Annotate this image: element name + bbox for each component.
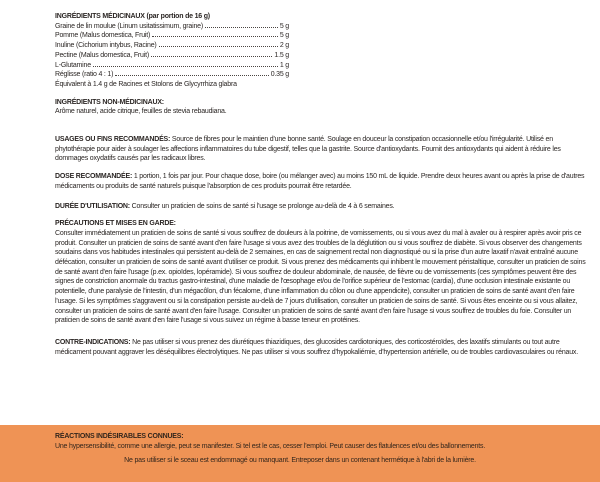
non-medicinal-section <box>55 98 592 117</box>
duration-heading: DURÉE D'UTILISATION: <box>55 202 130 210</box>
adverse-reactions-section <box>0 425 600 451</box>
dot-leader <box>205 27 278 28</box>
medicinal-footnote: Équivalent à 1.4 g de Racines et Stolons de Glycyrrhiza glabra <box>55 80 237 88</box>
adverse-reactions-band <box>0 425 600 482</box>
storage-instructions: Ne pas utiliser si le sceau est endommagé ou manquant. Entreposer dans un contenant hermétique à l'abri de la lumière. <box>124 457 476 465</box>
ingredient-row <box>55 31 289 41</box>
ingredient-name: L-Glutamine <box>55 61 91 69</box>
non-medicinal-heading: INGRÉDIENTS NON-MÉDICINAUX: <box>55 98 164 106</box>
dot-leader <box>93 66 278 67</box>
precautions-text: Consulter immédiatement un praticien de soins de santé si vous souffrez de douleurs à la poitrine, de vomissements, ou si vous avez du mal à avaler ou à respirer après avoir pris ce produit. Consulter un praticien de soins de santé avant d'en faire l'usage si vous avez des troubles de la déglutition ou si vous souffrez de diabète. Si vous observer des changements soudains dans vos habitudes intestinales qui persistent au-delà de 2 semaines, en cas de saignement rectal non diagnostiqué ou si la prise d'un autre laxatif n'avait entraîné aucune défécation, consulter un praticien de soins de santé avant d'utiliser ce produit. Si vous prenez des médicaments qui inhibent le mouvement péristaltique, consulter un praticien de soins de santé avant d'en faire l'usage (p.ex. opioïdes, lopéramide). Si vous souffrez de douleur abdominale, de nausée, de fièvre ou de vomissements (ces symptômes peuvent être des signes de constriction anormale du tractus gastro-intestinal, d'une maladie de l'œsophage et/ou de l'orifice supérieur de l'estomac (cardia), d'une occlusion intestinale existante ou potentielle, d'une paralysie de l'intestin, d'un mégacôlon, d'un fécalome, d'une inflammation du côlon ou d'une appendicite), consulter un praticien de soins de santé avant d'en faire l'usage. Si les symptômes s'aggravent ou si la constipation persiste au-delà de 7 jours d'utilisation, consulter un praticien de soins de santé. Si vous êtes enceinte ou si vous allaitez, consulter un praticien de soins de santé avant d'en faire l'usage. Consulter un praticien de soins de santé avant d'en faire l'usage si vous souffrez de troubles du foie. Consulter un praticien de soins de santé avant d'en faire l'usage si vous suivez un régime à basse teneur en protéines. <box>55 229 586 325</box>
dot-leader <box>159 46 278 47</box>
ingredient-amount: 1 g <box>279 61 289 69</box>
medicinal-ingredients-section <box>55 12 592 90</box>
ingredient-amount: 5 g <box>279 22 289 30</box>
dose-text: 1 portion, 1 fois par jour. Pour chaque dose, boire (ou mélanger avec) au moins 150 mL de liquide. Prendre deux heures avant ou après la prise de d'autres médicaments ou produits de santé naturels puisque l'absorption de ces produits pourrait être retardée. <box>55 173 585 190</box>
usages-heading: USAGES OU FINS RECOMMANDÉS: <box>55 136 171 144</box>
duration-text: Consulter un praticien de soins de santé si l'usage se prolonge au-delà de 4 à 6 semaines. <box>131 202 395 210</box>
ingredient-row <box>55 22 289 32</box>
ingredient-amount: 1.5 g <box>274 51 289 59</box>
non-medicinal-text: Arôme naturel, acide citrique, feuilles de stevia rebaudiana. <box>55 108 227 116</box>
ingredient-name: Pomme (Malus domestica, Fruit) <box>55 32 151 40</box>
dot-leader <box>152 36 278 37</box>
ingredient-row <box>55 70 289 80</box>
duration-section <box>55 202 592 212</box>
contraindications-text: Ne pas utiliser si vous prenez des diurétiques thiazidiques, des glucosides cardiotoniques, des corticostéroïdes, des laxatifs stimulants ou tout autre médicament pouvant aggraver les déséquilibres électrolytiques. Ne pas utiliser si vous souffrez d'hypokaliémie, d'hypertension artérielle, ou de troubles cardiovasculaires ou rénaux. <box>55 338 578 356</box>
adverse-reactions-text: Une hypersensibilité, comme une allergie, peut se manifester. Si tel est le cas, cesser l'emploi. Peut causer des flatulences et/ou des ballonnements. <box>55 442 486 450</box>
medicinal-ingredients-heading: INGRÉDIENTS MÉDICINAUX (par portion de 16 g) <box>55 13 210 20</box>
dose-section <box>55 172 592 191</box>
ingredient-name: Graine de lin moulue (Linum usitatissimum, graine) <box>55 22 203 30</box>
usages-section <box>55 135 592 164</box>
dot-leader <box>151 56 272 57</box>
contraindications-section <box>55 338 592 357</box>
ingredient-amount: 5 g <box>279 32 289 40</box>
ingredient-amount: 2 g <box>279 42 289 50</box>
ingredient-amount: 0.35 g <box>270 71 289 79</box>
medicinal-ingredients-list <box>55 22 289 80</box>
contraindications-heading: CONTRE-INDICATIONS: <box>55 338 131 346</box>
usages-text: Source de fibres pour le maintien d'une bonne santé. Soulage en douceur la constipation occasionnelle et/ou l'irrégularité. Utilisé en phytothérapie pour aider à soulager les affections inflammatoires du tube digestif, telles que la gastrite. Source d'antioxydants. Fournit des antioxydants qui aident à réduire les dommages oxydatifs causés par les radicaux libres. <box>55 136 561 163</box>
ingredient-row <box>55 41 289 51</box>
label-body <box>55 12 592 357</box>
ingredient-name: Pectine (Malus domestica, Fruit) <box>55 51 149 59</box>
adverse-reactions-heading: RÉACTIONS INDÉSIRABLES CONNUES: <box>55 433 184 440</box>
ingredient-row <box>55 51 289 61</box>
precautions-heading: PRÉCAUTIONS ET MISES EN GARDE: <box>55 220 176 228</box>
ingredient-name: Réglisse (ratio 4 : 1) <box>55 71 114 79</box>
dose-heading: DOSE RECOMMANDÉE: <box>55 173 133 181</box>
ingredient-name: Inuline (Cichorium intybus, Racine) <box>55 42 157 50</box>
dot-leader <box>115 75 269 76</box>
precautions-section <box>55 219 592 326</box>
ingredient-row <box>55 61 289 71</box>
